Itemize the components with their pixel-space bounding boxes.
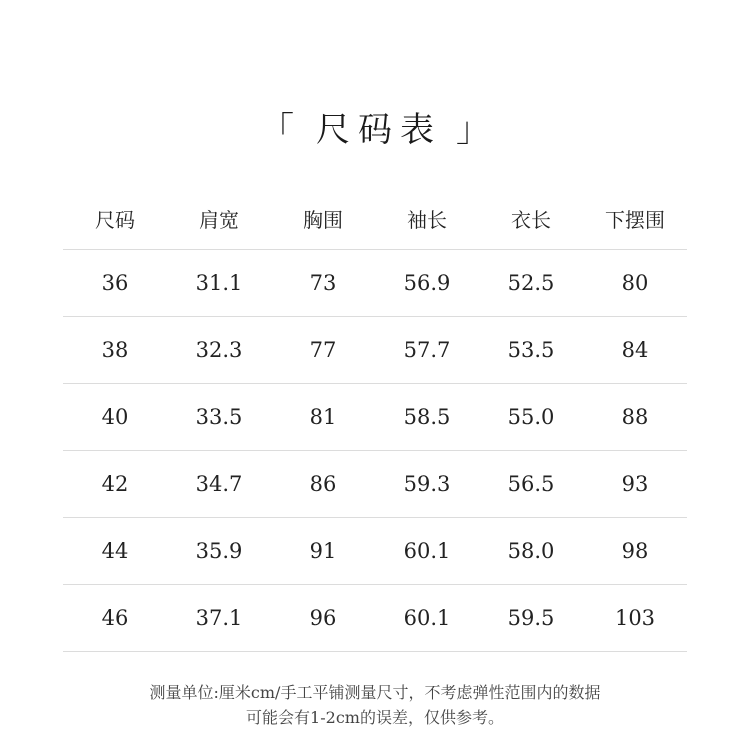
cell-body-length: 56.5	[479, 451, 583, 518]
cell-sleeve-length: 60.1	[375, 585, 479, 652]
cell-sleeve-length: 59.3	[375, 451, 479, 518]
cell-size: 44	[63, 518, 167, 585]
cell-sleeve-length: 58.5	[375, 384, 479, 451]
table-header-row	[63, 187, 687, 250]
cell-sleeve-length: 57.7	[375, 317, 479, 384]
cell-body-length: 53.5	[479, 317, 583, 384]
cell-shoulder-width: 33.5	[167, 384, 271, 451]
cell-chest: 77	[271, 317, 375, 384]
header-shoulder-width: 肩宽	[167, 187, 271, 250]
measurement-note	[0, 680, 750, 730]
cell-shoulder-width: 32.3	[167, 317, 271, 384]
header-size: 尺码	[63, 187, 167, 250]
table-row	[63, 250, 687, 317]
note-line-1: 测量单位:厘米cm/手工平铺测量尺寸，不考虑弹性范围内的数据	[149, 683, 601, 702]
cell-shoulder-width: 34.7	[167, 451, 271, 518]
cell-body-length: 58.0	[479, 518, 583, 585]
size-table	[63, 187, 687, 652]
title-text: 尺码表	[316, 110, 442, 150]
cell-chest: 91	[271, 518, 375, 585]
cell-sleeve-length: 60.1	[375, 518, 479, 585]
header-body-length: 衣长	[479, 187, 583, 250]
cell-hem: 103	[583, 585, 687, 652]
cell-chest: 81	[271, 384, 375, 451]
cell-body-length: 55.0	[479, 384, 583, 451]
cell-size: 36	[63, 250, 167, 317]
cell-hem: 98	[583, 518, 687, 585]
header-chest: 胸围	[271, 187, 375, 250]
table-row	[63, 585, 687, 652]
header-sleeve-length: 袖长	[375, 187, 479, 250]
table-row	[63, 384, 687, 451]
cell-hem: 88	[583, 384, 687, 451]
cell-shoulder-width: 35.9	[167, 518, 271, 585]
cell-shoulder-width: 31.1	[167, 250, 271, 317]
title-open-bracket: 「	[260, 110, 294, 150]
cell-size: 40	[63, 384, 167, 451]
note-line-2: 可能会有1-2cm的误差，仅供参考。	[246, 708, 504, 727]
cell-size: 38	[63, 317, 167, 384]
table-row	[63, 317, 687, 384]
table-row	[63, 518, 687, 585]
title-close-bracket: 」	[456, 110, 490, 150]
table-row	[63, 451, 687, 518]
cell-chest: 86	[271, 451, 375, 518]
cell-body-length: 52.5	[479, 250, 583, 317]
cell-size: 46	[63, 585, 167, 652]
cell-hem: 84	[583, 317, 687, 384]
cell-size: 42	[63, 451, 167, 518]
cell-shoulder-width: 37.1	[167, 585, 271, 652]
header-hem: 下摆围	[583, 187, 687, 250]
cell-sleeve-length: 56.9	[375, 250, 479, 317]
cell-chest: 73	[271, 250, 375, 317]
cell-body-length: 59.5	[479, 585, 583, 652]
page-title	[0, 108, 750, 152]
cell-hem: 93	[583, 451, 687, 518]
cell-chest: 96	[271, 585, 375, 652]
cell-hem: 80	[583, 250, 687, 317]
